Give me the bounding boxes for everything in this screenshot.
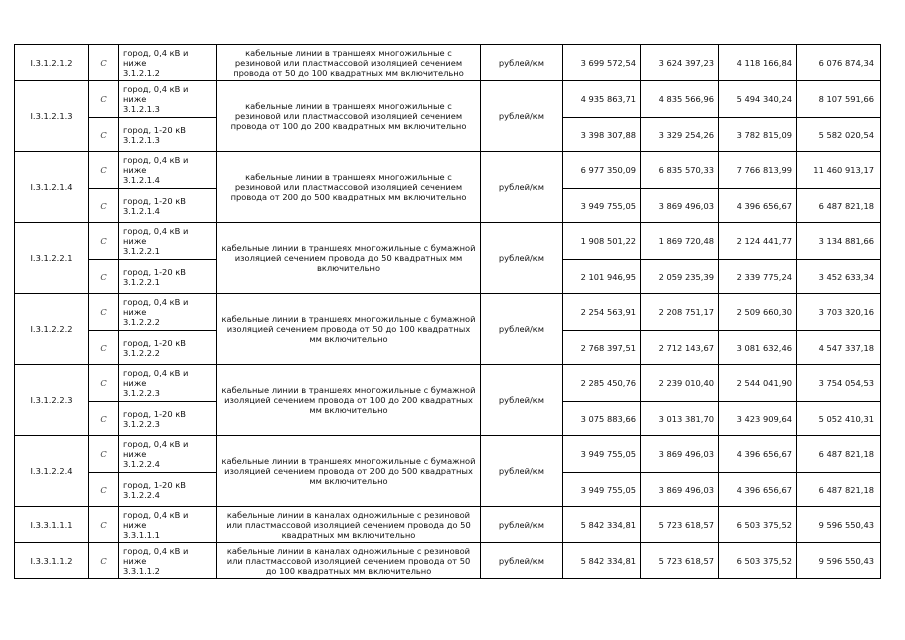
area-line: ниже xyxy=(123,449,147,459)
unit-cell: рублей/км xyxy=(481,81,563,152)
area-line: 3.1.2.2.2 xyxy=(123,347,160,358)
description-cell: кабельные линии в траншеях многожильные с резиновой или пластмассовой изоляцией сечением провода от 100 до 200 квадратных мм включительно xyxy=(217,81,481,152)
description-cell: кабельные линии в траншеях многожильные с резиновой или пластмассовой изоляцией сечением провода от 200 до 500 квадратных мм включительно xyxy=(217,152,481,223)
value-cell-1: 1 908 501,22 xyxy=(563,223,641,260)
description-cell: кабельные линии в траншеях многожильные с бумажной изоляцией сечением провода от 50 до 100 квадратных мм включительно xyxy=(217,294,481,365)
area-line: город, 1-20 кВ xyxy=(123,408,186,419)
value-cell-1: 3 949 755,05 xyxy=(563,189,641,223)
value-cell-3: 4 396 656,67 xyxy=(719,436,797,473)
area-line: 3.1.2.2.4 xyxy=(123,459,160,469)
item-code-cell: I.3.1.2.2.1 xyxy=(15,223,89,294)
value-cell-3: 5 494 340,24 xyxy=(719,81,797,118)
value-cell-4: 9 596 550,43 xyxy=(797,507,881,543)
item-code-cell: I.3.1.2.2.4 xyxy=(15,436,89,507)
area-line: город, 1-20 кВ xyxy=(123,479,186,490)
area-line: ниже xyxy=(123,555,147,566)
territory-mark-cell: C xyxy=(89,402,119,436)
value-cell-2: 3 869 496,03 xyxy=(641,473,719,507)
value-cell-4: 3 754 054,53 xyxy=(797,365,881,402)
value-cell-3: 4 396 656,67 xyxy=(719,473,797,507)
value-cell-4: 6 487 821,18 xyxy=(797,473,881,507)
area-voltage-cell xyxy=(119,365,217,402)
tariff-table xyxy=(14,44,881,579)
unit-cell: рублей/км xyxy=(481,543,563,579)
value-cell-3: 3 782 815,09 xyxy=(719,118,797,152)
area-line: ниже xyxy=(123,57,147,68)
description-cell: кабельные линии в траншеях многожильные с бумажной изоляцией сечением провода до 50 квадратных мм включительно xyxy=(217,223,481,294)
table-row xyxy=(15,436,881,473)
item-code-cell: I.3.3.1.1.1 xyxy=(15,507,89,543)
area-line: город, 1-20 кВ xyxy=(123,124,186,135)
value-cell-2: 6 835 570,33 xyxy=(641,152,719,189)
value-cell-3: 6 503 375,52 xyxy=(719,507,797,543)
value-cell-4: 6 487 821,18 xyxy=(797,436,881,473)
value-cell-1: 2 768 397,51 xyxy=(563,331,641,365)
value-cell-1: 3 699 572,54 xyxy=(563,45,641,81)
area-line: 3.1.2.1.4 xyxy=(123,175,160,185)
unit-cell: рублей/км xyxy=(481,152,563,223)
area-line: 3.1.2.2.3 xyxy=(123,418,160,429)
unit-cell: рублей/км xyxy=(481,45,563,81)
area-voltage-cell xyxy=(119,260,217,294)
value-cell-2: 2 059 235,39 xyxy=(641,260,719,294)
area-voltage-cell xyxy=(119,152,217,189)
territory-mark-cell: C xyxy=(89,189,119,223)
value-cell-3: 3 081 632,46 xyxy=(719,331,797,365)
area-line: город, 1-20 кВ xyxy=(123,337,186,348)
territory-mark-cell: C xyxy=(89,81,119,118)
value-cell-2: 3 869 496,03 xyxy=(641,436,719,473)
value-cell-1: 2 285 450,76 xyxy=(563,365,641,402)
area-voltage-cell xyxy=(119,118,217,152)
area-line: город, 0,4 кВ и xyxy=(123,368,189,378)
area-line: ниже xyxy=(123,165,147,175)
area-line: 3.1.2.1.2 xyxy=(123,67,160,78)
area-line: город, 0,4 кВ и xyxy=(123,439,189,449)
value-cell-4: 3 134 881,66 xyxy=(797,223,881,260)
value-cell-3: 2 124 441,77 xyxy=(719,223,797,260)
table-row xyxy=(15,81,881,118)
item-code-cell: I.3.1.2.1.3 xyxy=(15,81,89,152)
area-line: ниже xyxy=(123,94,147,104)
item-code-cell: I.3.1.2.1.2 xyxy=(15,45,89,81)
unit-cell: рублей/км xyxy=(481,507,563,543)
value-cell-4: 3 452 633,34 xyxy=(797,260,881,294)
value-cell-4: 9 596 550,43 xyxy=(797,543,881,579)
area-line: город, 1-20 кВ xyxy=(123,266,186,277)
value-cell-3: 3 423 909,64 xyxy=(719,402,797,436)
value-cell-3: 7 766 813,99 xyxy=(719,152,797,189)
value-cell-1: 6 977 350,09 xyxy=(563,152,641,189)
area-line: город, 0,4 кВ и xyxy=(123,545,189,556)
territory-mark-cell: C xyxy=(89,152,119,189)
territory-mark-cell: C xyxy=(89,45,119,81)
item-code-cell: I.3.1.2.2.3 xyxy=(15,365,89,436)
area-line: город, 0,4 кВ и xyxy=(123,226,189,236)
value-cell-2: 3 329 254,26 xyxy=(641,118,719,152)
area-line: 3.1.2.1.3 xyxy=(123,104,160,114)
area-voltage-cell xyxy=(119,507,217,543)
item-code-cell: I.3.1.2.1.4 xyxy=(15,152,89,223)
description-cell: кабельные линии в траншеях многожильные с резиновой или пластмассовой изоляцией сечением провода от 50 до 100 квадратных мм включительно xyxy=(217,45,481,81)
value-cell-3: 2 509 660,30 xyxy=(719,294,797,331)
value-cell-2: 2 239 010,40 xyxy=(641,365,719,402)
table-row xyxy=(15,507,881,543)
value-cell-4: 6 076 874,34 xyxy=(797,45,881,81)
value-cell-3: 4 396 656,67 xyxy=(719,189,797,223)
territory-mark-cell: C xyxy=(89,118,119,152)
value-cell-1: 3 398 307,88 xyxy=(563,118,641,152)
area-voltage-cell xyxy=(119,189,217,223)
table-row xyxy=(15,223,881,260)
value-cell-2: 1 869 720,48 xyxy=(641,223,719,260)
value-cell-2: 5 723 618,57 xyxy=(641,507,719,543)
area-line: город, 0,4 кВ и xyxy=(123,84,189,94)
value-cell-4: 4 547 337,18 xyxy=(797,331,881,365)
area-line: ниже xyxy=(123,307,147,317)
territory-mark-cell: C xyxy=(89,473,119,507)
territory-mark-cell: C xyxy=(89,223,119,260)
table-body xyxy=(15,45,881,579)
unit-cell: рублей/км xyxy=(481,365,563,436)
area-line: город, 1-20 кВ xyxy=(123,195,186,206)
area-line: 3.1.2.2.1 xyxy=(123,276,160,287)
area-line: 3.1.2.1.3 xyxy=(123,134,160,145)
area-line: ниже xyxy=(123,519,147,530)
table-row xyxy=(15,294,881,331)
area-line: ниже xyxy=(123,378,147,388)
area-voltage-cell xyxy=(119,436,217,473)
value-cell-4: 5 582 020,54 xyxy=(797,118,881,152)
item-code-cell: I.3.1.2.2.2 xyxy=(15,294,89,365)
area-line: 3.1.2.2.4 xyxy=(123,489,160,500)
value-cell-3: 2 544 041,90 xyxy=(719,365,797,402)
unit-cell: рублей/км xyxy=(481,436,563,507)
area-voltage-cell xyxy=(119,331,217,365)
value-cell-4: 3 703 320,16 xyxy=(797,294,881,331)
value-cell-1: 4 935 863,71 xyxy=(563,81,641,118)
area-line: ниже xyxy=(123,236,147,246)
value-cell-4: 5 052 410,31 xyxy=(797,402,881,436)
area-voltage-cell xyxy=(119,223,217,260)
value-cell-3: 6 503 375,52 xyxy=(719,543,797,579)
value-cell-2: 5 723 618,57 xyxy=(641,543,719,579)
table-row xyxy=(15,365,881,402)
description-cell: кабельные линии в траншеях многожильные с бумажной изоляцией сечением провода от 200 до 500 квадратных мм включительно xyxy=(217,436,481,507)
unit-cell: рублей/км xyxy=(481,223,563,294)
value-cell-2: 3 869 496,03 xyxy=(641,189,719,223)
area-line: город, 0,4 кВ и xyxy=(123,47,189,58)
value-cell-2: 3 624 397,23 xyxy=(641,45,719,81)
territory-mark-cell: C xyxy=(89,331,119,365)
area-voltage-cell xyxy=(119,473,217,507)
value-cell-1: 2 254 563,91 xyxy=(563,294,641,331)
area-line: город, 0,4 кВ и xyxy=(123,297,189,307)
territory-mark-cell: C xyxy=(89,294,119,331)
area-line: 3.1.2.2.2 xyxy=(123,317,160,327)
area-voltage-cell xyxy=(119,45,217,81)
value-cell-2: 2 712 143,67 xyxy=(641,331,719,365)
value-cell-1: 3 075 883,66 xyxy=(563,402,641,436)
area-voltage-cell xyxy=(119,402,217,436)
territory-mark-cell: C xyxy=(89,543,119,579)
territory-mark-cell: C xyxy=(89,365,119,402)
description-cell: кабельные линии в каналах одножильные с резиновой или пластмассовой изоляцией сечением провода от 50 до 100 квадратных мм включительно xyxy=(217,543,481,579)
table-row xyxy=(15,45,881,81)
territory-mark-cell: C xyxy=(89,507,119,543)
area-line: 3.3.1.1.1 xyxy=(123,529,160,540)
value-cell-4: 6 487 821,18 xyxy=(797,189,881,223)
area-line: город, 0,4 кВ и xyxy=(123,509,189,520)
area-line: 3.1.2.1.4 xyxy=(123,205,160,216)
value-cell-4: 8 107 591,66 xyxy=(797,81,881,118)
value-cell-1: 3 949 755,05 xyxy=(563,436,641,473)
area-voltage-cell xyxy=(119,543,217,579)
table-row xyxy=(15,543,881,579)
value-cell-3: 2 339 775,24 xyxy=(719,260,797,294)
area-voltage-cell xyxy=(119,81,217,118)
table-row xyxy=(15,152,881,189)
value-cell-2: 4 835 566,96 xyxy=(641,81,719,118)
area-line: 3.1.2.2.1 xyxy=(123,246,160,256)
area-line: 3.3.1.1.2 xyxy=(123,565,160,576)
area-line: город, 0,4 кВ и xyxy=(123,155,189,165)
description-cell: кабельные линии в каналах одножильные с резиновой или пластмассовой изоляцией сечением провода до 50 квадратных мм включительно xyxy=(217,507,481,543)
area-voltage-cell xyxy=(119,294,217,331)
area-line: 3.1.2.2.3 xyxy=(123,388,160,398)
value-cell-3: 4 118 166,84 xyxy=(719,45,797,81)
territory-mark-cell: C xyxy=(89,260,119,294)
value-cell-2: 3 013 381,70 xyxy=(641,402,719,436)
value-cell-1: 5 842 334,81 xyxy=(563,543,641,579)
territory-mark-cell: C xyxy=(89,436,119,473)
value-cell-4: 11 460 913,17 xyxy=(797,152,881,189)
value-cell-2: 2 208 751,17 xyxy=(641,294,719,331)
value-cell-1: 5 842 334,81 xyxy=(563,507,641,543)
unit-cell: рублей/км xyxy=(481,294,563,365)
description-cell: кабельные линии в траншеях многожильные с бумажной изоляцией сечением провода от 100 до 200 квадратных мм включительно xyxy=(217,365,481,436)
value-cell-1: 2 101 946,95 xyxy=(563,260,641,294)
value-cell-1: 3 949 755,05 xyxy=(563,473,641,507)
item-code-cell: I.3.3.1.1.2 xyxy=(15,543,89,579)
